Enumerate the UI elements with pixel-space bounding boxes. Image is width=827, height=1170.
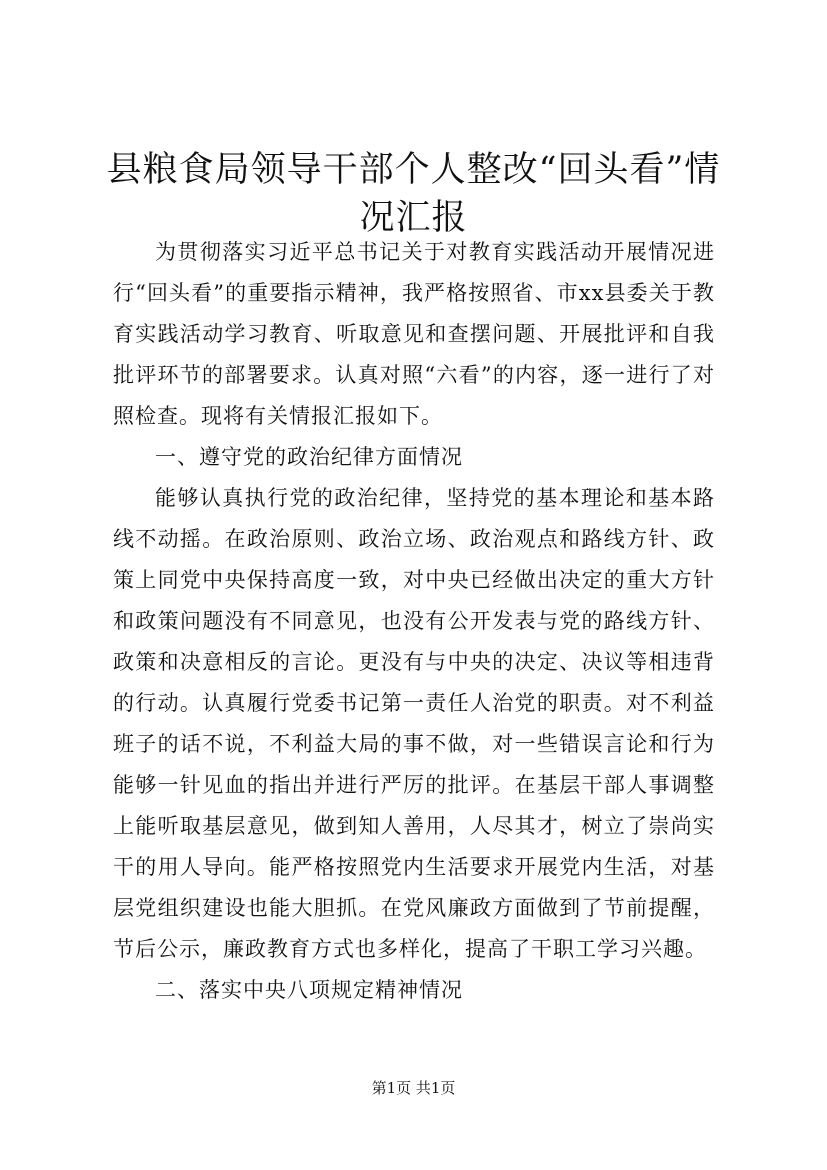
document-title: 县粮食局领导干部个人整改“回头看”情况汇报 — [106, 150, 721, 238]
section-heading-1: 一、遵守党的政治纪律方面情况 — [155, 445, 463, 469]
section-heading-2: 二、落实中央八项规定精神情况 — [155, 978, 463, 1002]
page-footer: 第1页 共1页 — [371, 1079, 456, 1097]
document-body — [113, 232, 715, 1011]
paragraph-intro: 为贯彻落实习近平总书记关于对教育实践活动开展情况进行“回头看”的重要指示精神，我严格按照省、市xx县委关于教育实践活动学习教育、听取意见和查摆问题、开展批评和自我批评环节的部署要求。认真对照“六看”的内容，逐一进行了对照检查。现将有关情报汇报如下。 — [113, 240, 715, 428]
paragraph-section-1: 能够认真执行党的政治纪律，坚持党的基本理论和基本路线不动摇。在政治原则、政治立场、政治观点和路线方针、政策上同党中央保持高度一致，对中央已经做出决定的重大方针和政策问题没有不同意见，也没有公开发表与党的路线方针、政策和决意相反的言论。更没有与中央的决定、决议等相违背的行动。认真履行党委书记第一责任人治党的职责。对不利益班子的话不说，不利益大局的事不做，对一些错误言论和行为能够一针见血的指出并进行严厉的批评。在基层干部人事调整上能听取基层意见，做到知人善用，人尽其才，树立了崇尚实干的用人导向。能严格按照党内生活要求开展党内生活，对基层党组织建设也能大胆抓。在党风廉政方面做到了节前提醒，节后公示，廉政教育方式也多样化，提高了干职工学习兴趣。 — [113, 486, 715, 961]
